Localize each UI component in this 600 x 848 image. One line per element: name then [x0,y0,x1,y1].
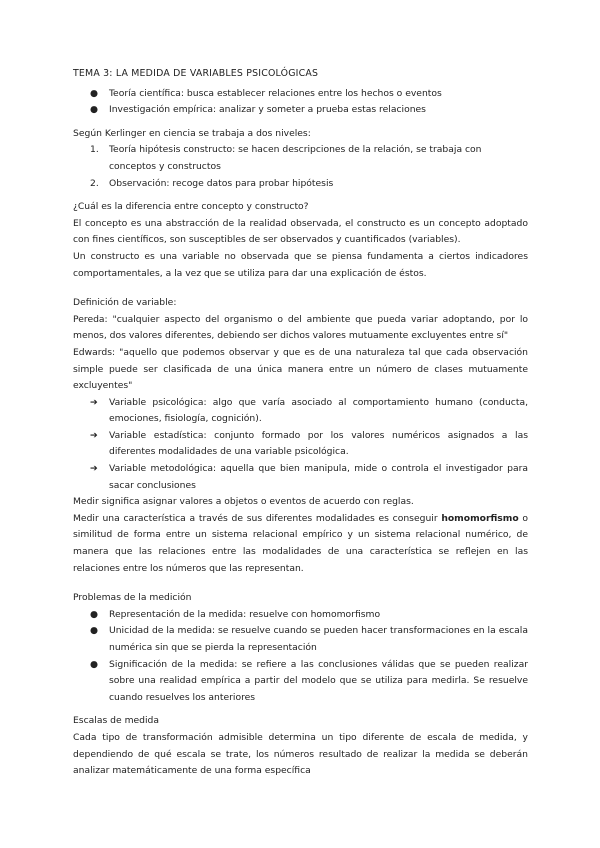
list-item: ● Unicidad de la medida: se resuelve cuando se pueden hacer transformaciones en la escala numérica sin que se pierda la representación [90,625,528,653]
list-item: ➔ Variable metodológica: aquella que bien manipula, mide o controla el investigador para sacar conclusiones [90,463,528,491]
bullet-icon: ● [90,658,99,670]
concept-question: ¿Cuál es la diferencia entre concepto y constructo? [73,201,309,213]
bullet-icon: ● [90,104,99,116]
list-item: 1. Teoría hipótesis constructo: se hacen descripciones de la relación, se trabaja con conceptos y constructos [90,144,482,172]
scales-paragraph: Cada tipo de transformación admisible determina un tipo diferente de escala de medida, y dependiendo de qué escala se trate, los números resultado de realizar la medida se deberán analizar matemáticamente de una forma específica [73,731,528,777]
list-item: ● Teoría científica: busca establecer relaciones entre los hechos o eventos [73,86,528,103]
intro-bullet-list [73,86,528,119]
homomorfismo-term: homomorfismo [441,512,519,524]
arrow-right-icon: ➔ [90,429,98,441]
arrow-right-icon: ➔ [90,396,98,408]
list-item: 2. Observación: recoge datos para probar hipótesis [90,177,334,189]
document-content [73,66,528,780]
arrow-right-icon: ➔ [90,463,98,475]
page-title: TEMA 3: LA MEDIDA DE VARIABLES PSICOLÓGICAS [73,68,319,79]
concept-paragraph: El concepto es una abstracción de la realidad observada, el constructo es un concepto adoptado con fines científicos, son susceptibles de ser observados y cuantificados (variables). [73,217,528,246]
bullet-icon: ● [90,608,99,620]
variable-heading: Definición de variable: [73,297,177,309]
problems-heading: Problemas de la medición [73,592,192,604]
kerlinger-heading: Según Kerlinger en ciencia se trabaja a dos niveles: [73,127,311,139]
bullet-icon: ● [90,87,99,99]
pereda-definition: Pereda: "cualquier aspecto del organismo o del ambiente que pueda variar adoptando, por lo menos, dos valores diferentes, debiendo ser dichos valores mutuamente excluyentes entre sí" [73,313,528,342]
medir-definition: Medir significa asignar valores a objetos o eventos de acuerdo con reglas. [73,496,414,508]
list-item: ● Representación de la medida: resuelve con homomorfismo [73,607,528,624]
homomorfismo-paragraph: Medir una característica a través de sus diferentes modalidades es conseguir homomorfismo o similitud de forma entre un sistema relacional empírico y un sistema relacional numérico, de manera que las relaciones entre las modalidades de una característica se reflejen en las relaciones entre los números que las representan. [73,512,529,574]
variable-types-list [73,395,528,495]
problems-list [73,607,528,707]
bullet-icon: ● [90,625,99,637]
scales-heading: Escalas de medida [73,715,160,727]
kerlinger-list [73,142,528,192]
edwards-definition: Edwards: "aquello que podemos observar y que es de una naturaleza tal que cada observación simple puede ser clasificada de una única manera entre un número de clases mutuamente excluyentes" [73,346,528,392]
list-item: ➔ Variable estadística: conjunto formado por los valores numéricos asignados a las diferentes modalidades de una variable psicológica. [90,429,528,458]
list-item: ➔ Variable psicológica: algo que varía asociado al comportamiento humano (conducta, emociones, fisiología, cognición). [90,396,528,425]
list-item: ● Investigación empírica: analizar y someter a prueba estas relaciones [73,102,528,119]
construct-paragraph: Un constructo es una variable no observada que se piensa fundamenta a ciertos indicadores comportamentales, a la vez que se utiliza para dar una explicación de éstos. [73,250,528,279]
list-item: ● Significación de la medida: se refiere a las conclusiones válidas que se pueden realizar sobre una realidad empírica a partir del modelo que se utiliza para medirla. Se resuelve cuando resuelves los anteriores [90,658,528,703]
